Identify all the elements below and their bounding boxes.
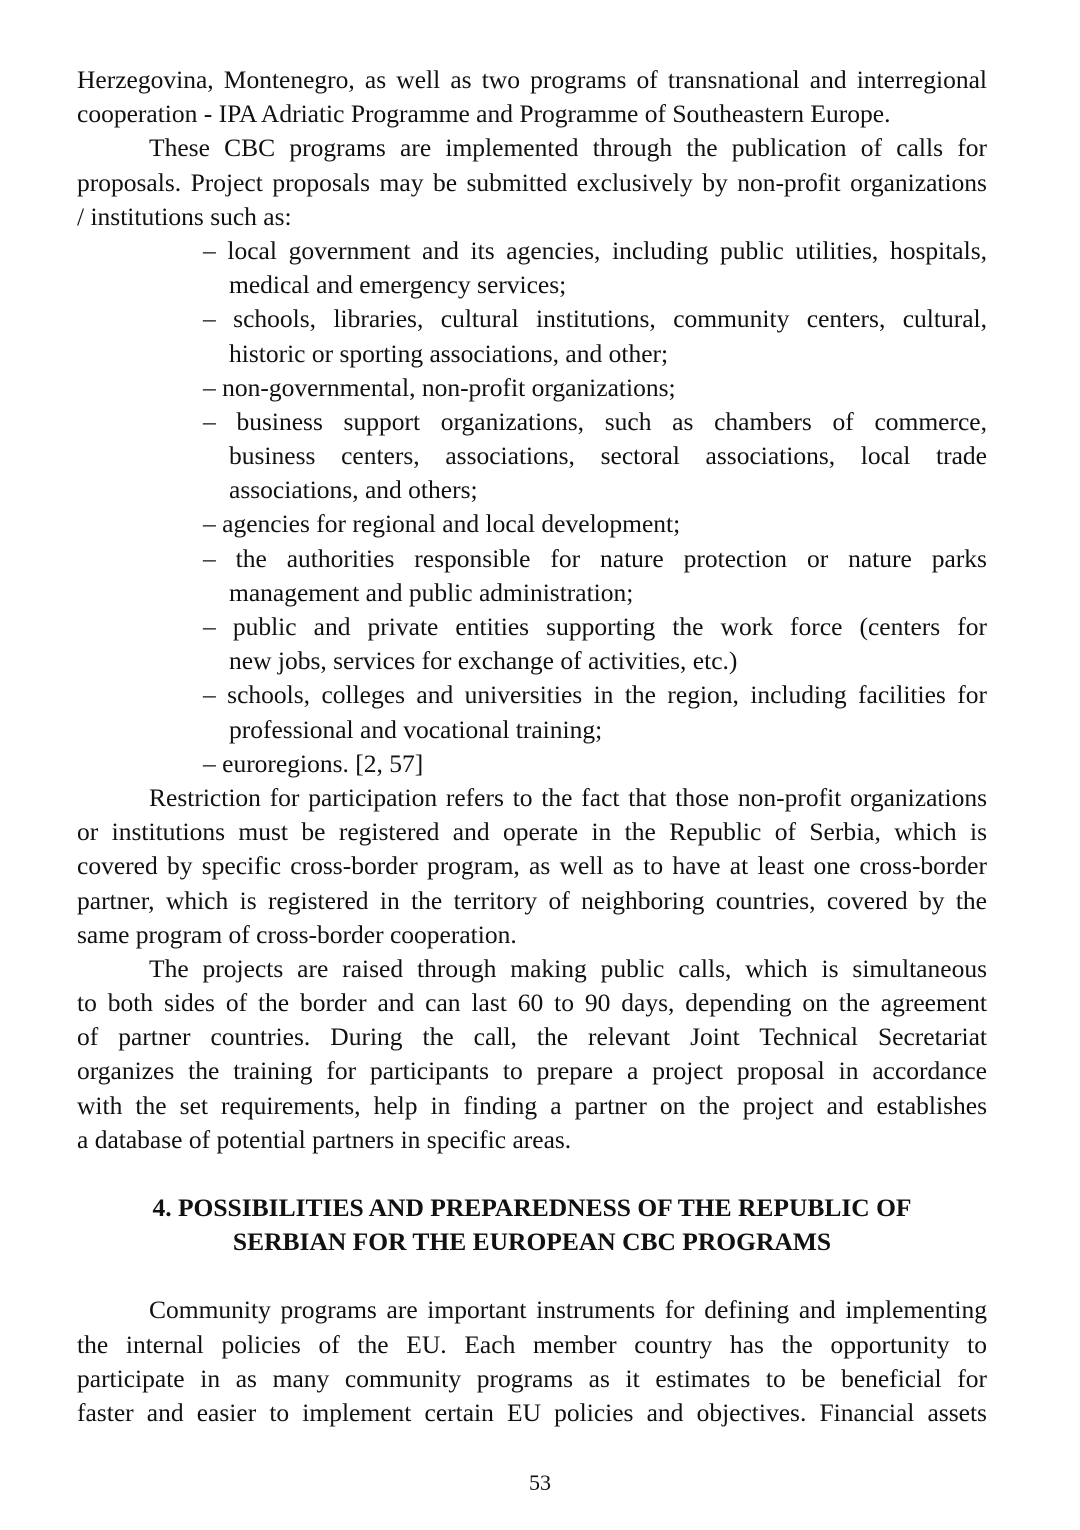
list-item <box>77 507 987 541</box>
paragraph <box>77 1293 987 1430</box>
list-item <box>77 302 987 370</box>
paragraph <box>77 131 987 234</box>
list-item <box>77 234 987 302</box>
text-line: SERBIAN FOR THE EUROPEAN CBC PROGRAMS <box>232 1227 832 1257</box>
text-line: same program of cross-border cooperation. <box>77 919 517 949</box>
text-line: faster and easier to implement certain EU policies and objectives. Financial assets <box>77 1397 987 1427</box>
text-line: Herzegovina, Montenegro, as well as two programs of transnational and interregional <box>77 65 987 94</box>
text-line: organizes the training for participants to prepare a project proposal in accordance <box>77 1056 987 1086</box>
list-item <box>77 542 987 610</box>
text-line: 4. POSSIBILITIES AND PREPAREDNESS OF THE REPUBLIC OF <box>152 1193 912 1222</box>
text-line: to both sides of the border and can last 60 to 90 days, depending on the agreement <box>77 988 987 1018</box>
text-line: of partner countries. During the call, the relevant Joint Technical Secretariat <box>77 1022 987 1052</box>
text-line: / institutions such as: <box>77 201 292 231</box>
list-item <box>77 405 987 508</box>
text-line: – schools, libraries, cultural institutions, community centers, cultural, <box>203 304 987 334</box>
section-heading <box>77 1191 987 1259</box>
text-line: new jobs, services for exchange of activities, etc.) <box>229 646 738 676</box>
text-line: management and public administration; <box>229 577 634 607</box>
paragraph <box>77 952 987 1157</box>
text-line: Restriction for participation refers to the fact that those non-profit organizations <box>149 782 987 812</box>
text-line: participate in as many community programs as it estimates to be beneficial for <box>77 1363 987 1393</box>
page-number: 53 <box>529 1470 551 1495</box>
text-line: The projects are raised through making public calls, which is simultaneous <box>149 953 987 983</box>
text-line: the internal policies of the EU. Each member country has the opportunity to <box>77 1329 987 1359</box>
list-item <box>77 747 987 781</box>
document-body <box>77 63 987 1430</box>
text-line: with the set requirements, help in finding a partner on the project and establishes <box>77 1090 987 1120</box>
text-line: – public and private entities supporting the work force (centers for <box>203 612 987 641</box>
text-line: Community programs are important instruments for defining and implementing <box>149 1295 987 1325</box>
text-line: proposals. Project proposals may be submitted exclusively by non-profit organizations <box>77 167 987 197</box>
text-line: covered by specific cross-border program, as well as to have at least one cross-border <box>77 851 987 881</box>
text-line: – euroregions. [2, 57] <box>203 748 424 778</box>
text-line: professional and vocational training; <box>229 714 603 744</box>
text-line: or institutions must be registered and operate in the Republic of Serbia, which is <box>77 817 987 847</box>
list-item <box>77 678 987 746</box>
text-line: – local government and its agencies, including public utilities, hospitals, <box>203 235 987 265</box>
text-line: medical and emergency services; <box>229 270 567 300</box>
text-line: a database of potential partners in specific areas. <box>77 1124 572 1154</box>
text-line: – business support organizations, such as chambers of commerce, <box>203 406 987 436</box>
text-line: – the authorities responsible for nature protection or nature parks <box>203 543 987 573</box>
text-line: cooperation - IPA Adriatic Programme and Programme of Southeastern Europe. <box>77 99 891 129</box>
text-line: – schools, colleges and universities in the region, including facilities for <box>203 680 987 710</box>
text-line: historic or sporting associations, and other; <box>229 338 669 368</box>
text-line: partner, which is registered in the territory of neighboring countries, covered by the <box>77 885 987 915</box>
paragraph <box>77 63 987 131</box>
paragraph <box>77 781 987 952</box>
text-line: business centers, associations, sectoral associations, local trade <box>229 441 987 471</box>
text-line: – non-governmental, non-profit organizations; <box>203 372 676 402</box>
list-item <box>77 610 987 678</box>
text-line: – agencies for regional and local development; <box>203 509 681 539</box>
text-line: associations, and others; <box>229 475 478 505</box>
text-line: These CBC programs are implemented through the publication of calls for <box>149 133 987 163</box>
list-item <box>77 371 987 405</box>
